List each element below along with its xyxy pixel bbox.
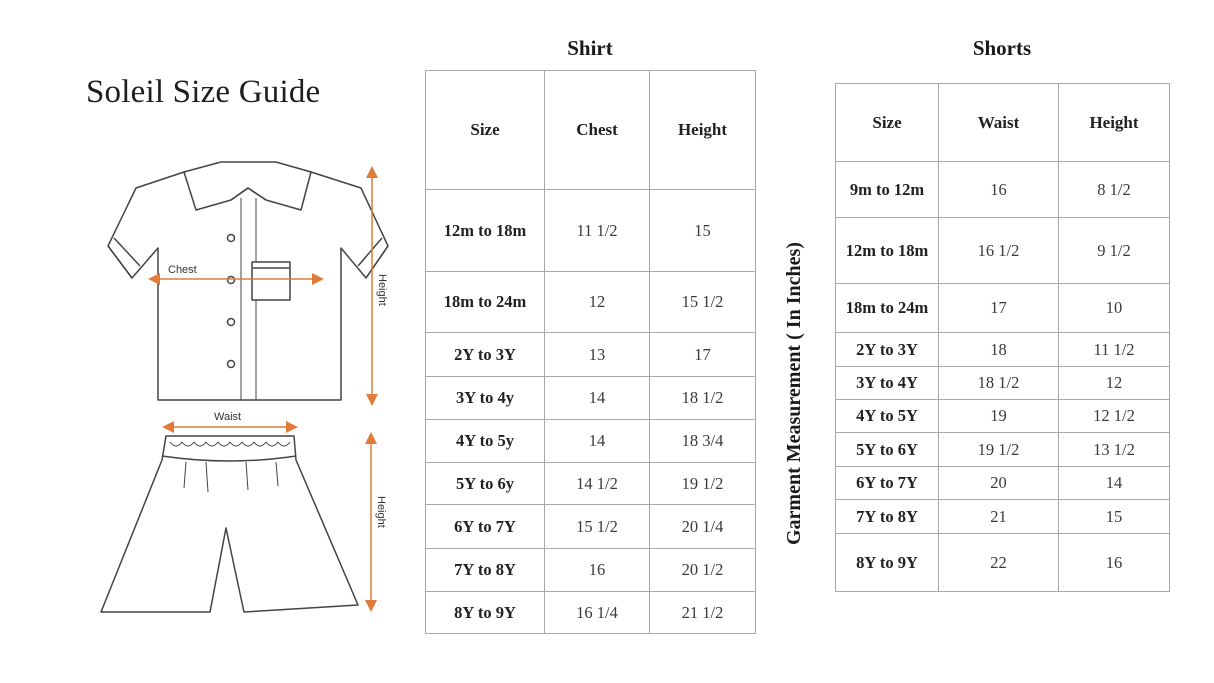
height-cell: 15 xyxy=(1059,500,1170,534)
table-row xyxy=(426,549,756,592)
table-row xyxy=(836,333,1170,367)
shirt-drawing xyxy=(108,162,388,400)
shirt-table-heading: Shirt xyxy=(567,36,613,60)
height-cell: 8 1/2 xyxy=(1059,162,1170,218)
table-row xyxy=(426,505,756,549)
waist-cell: 22 xyxy=(939,534,1059,592)
chest-cell: 13 xyxy=(545,333,650,377)
table-row xyxy=(426,190,756,272)
table-row xyxy=(836,467,1170,500)
chest-label: Chest xyxy=(168,264,197,276)
chest-cell: 14 xyxy=(545,420,650,463)
size-cell: 3Y to 4Y xyxy=(836,367,939,400)
waist-cell: 21 xyxy=(939,500,1059,534)
table-row xyxy=(836,500,1170,534)
table-row xyxy=(426,420,756,463)
height-cell: 14 xyxy=(1059,467,1170,500)
column-header-height: Height xyxy=(650,71,756,190)
column-header-chest: Chest xyxy=(545,71,650,190)
size-cell: 18m to 24m xyxy=(836,284,939,333)
table-row xyxy=(836,534,1170,592)
size-cell: 6Y to 7Y xyxy=(836,467,939,500)
shirt-and-shorts-drawing xyxy=(96,150,396,620)
height-cell: 9 1/2 xyxy=(1059,218,1170,284)
size-cell: 12m to 18m xyxy=(426,190,545,272)
size-cell: 5Y to 6y xyxy=(426,463,545,505)
height-cell: 10 xyxy=(1059,284,1170,333)
size-cell: 9m to 12m xyxy=(836,162,939,218)
shorts-table-heading: Shorts xyxy=(972,36,1032,60)
size-cell: 2Y to 3Y xyxy=(426,333,545,377)
table-header-row xyxy=(426,71,756,190)
table-row xyxy=(426,463,756,505)
height-cell: 15 xyxy=(650,190,756,272)
table-row xyxy=(836,400,1170,433)
table-row xyxy=(836,162,1170,218)
table-row xyxy=(836,284,1170,333)
height-cell: 17 xyxy=(650,333,756,377)
size-cell: 4Y to 5y xyxy=(426,420,545,463)
page-title: Soleil Size Guide xyxy=(86,74,321,110)
size-cell: 7Y to 8Y xyxy=(836,500,939,534)
garment-illustration xyxy=(96,150,396,620)
table-row xyxy=(426,333,756,377)
height-cell: 11 1/2 xyxy=(1059,333,1170,367)
height-cell: 13 1/2 xyxy=(1059,433,1170,467)
size-cell: 4Y to 5Y xyxy=(836,400,939,433)
height-cell: 20 1/2 xyxy=(650,549,756,592)
table-header-row xyxy=(836,84,1170,162)
size-cell: 5Y to 6Y xyxy=(836,433,939,467)
table-row xyxy=(836,367,1170,400)
table-row xyxy=(836,433,1170,467)
height-cell: 19 1/2 xyxy=(650,463,756,505)
table-row xyxy=(836,218,1170,284)
chest-cell: 14 1/2 xyxy=(545,463,650,505)
table-row xyxy=(426,377,756,420)
waist-cell: 18 1/2 xyxy=(939,367,1059,400)
size-cell: 7Y to 8Y xyxy=(426,549,545,592)
size-cell: 8Y to 9Y xyxy=(426,592,545,634)
chest-cell: 15 1/2 xyxy=(545,505,650,549)
chest-cell: 16 xyxy=(545,549,650,592)
table-row xyxy=(426,592,756,634)
shorts-drawing xyxy=(101,436,358,612)
height-cell: 15 1/2 xyxy=(650,272,756,333)
height-cell: 12 xyxy=(1059,367,1170,400)
height-cell: 16 xyxy=(1059,534,1170,592)
table-row xyxy=(426,272,756,333)
chest-cell: 12 xyxy=(545,272,650,333)
height-cell: 18 1/2 xyxy=(650,377,756,420)
waist-cell: 19 xyxy=(939,400,1059,433)
shirt-height-label: Height xyxy=(376,274,388,306)
size-cell: 12m to 18m xyxy=(836,218,939,284)
shirt-size-table xyxy=(425,70,756,634)
waist-cell: 16 xyxy=(939,162,1059,218)
shorts-size-table xyxy=(835,83,1170,592)
waist-cell: 18 xyxy=(939,333,1059,367)
column-header-height: Height xyxy=(1059,84,1170,162)
chest-cell: 14 xyxy=(545,377,650,420)
column-header-size: Size xyxy=(426,71,545,190)
chest-cell: 16 1/4 xyxy=(545,592,650,634)
size-cell: 2Y to 3Y xyxy=(836,333,939,367)
height-cell: 18 3/4 xyxy=(650,420,756,463)
waist-label: Waist xyxy=(214,411,242,423)
height-cell: 12 1/2 xyxy=(1059,400,1170,433)
chest-cell: 11 1/2 xyxy=(545,190,650,272)
size-cell: 8Y to 9Y xyxy=(836,534,939,592)
waist-cell: 16 1/2 xyxy=(939,218,1059,284)
garment-measurement-label: Garment Measurement ( In Inches) xyxy=(783,242,805,545)
size-cell: 6Y to 7Y xyxy=(426,505,545,549)
size-cell: 18m to 24m xyxy=(426,272,545,333)
waist-cell: 20 xyxy=(939,467,1059,500)
waist-cell: 17 xyxy=(939,284,1059,333)
column-header-size: Size xyxy=(836,84,939,162)
shorts-height-label: Height xyxy=(375,496,387,528)
height-cell: 20 1/4 xyxy=(650,505,756,549)
waist-cell: 19 1/2 xyxy=(939,433,1059,467)
column-header-waist: Waist xyxy=(939,84,1059,162)
height-cell: 21 1/2 xyxy=(650,592,756,634)
size-cell: 3Y to 4y xyxy=(426,377,545,420)
